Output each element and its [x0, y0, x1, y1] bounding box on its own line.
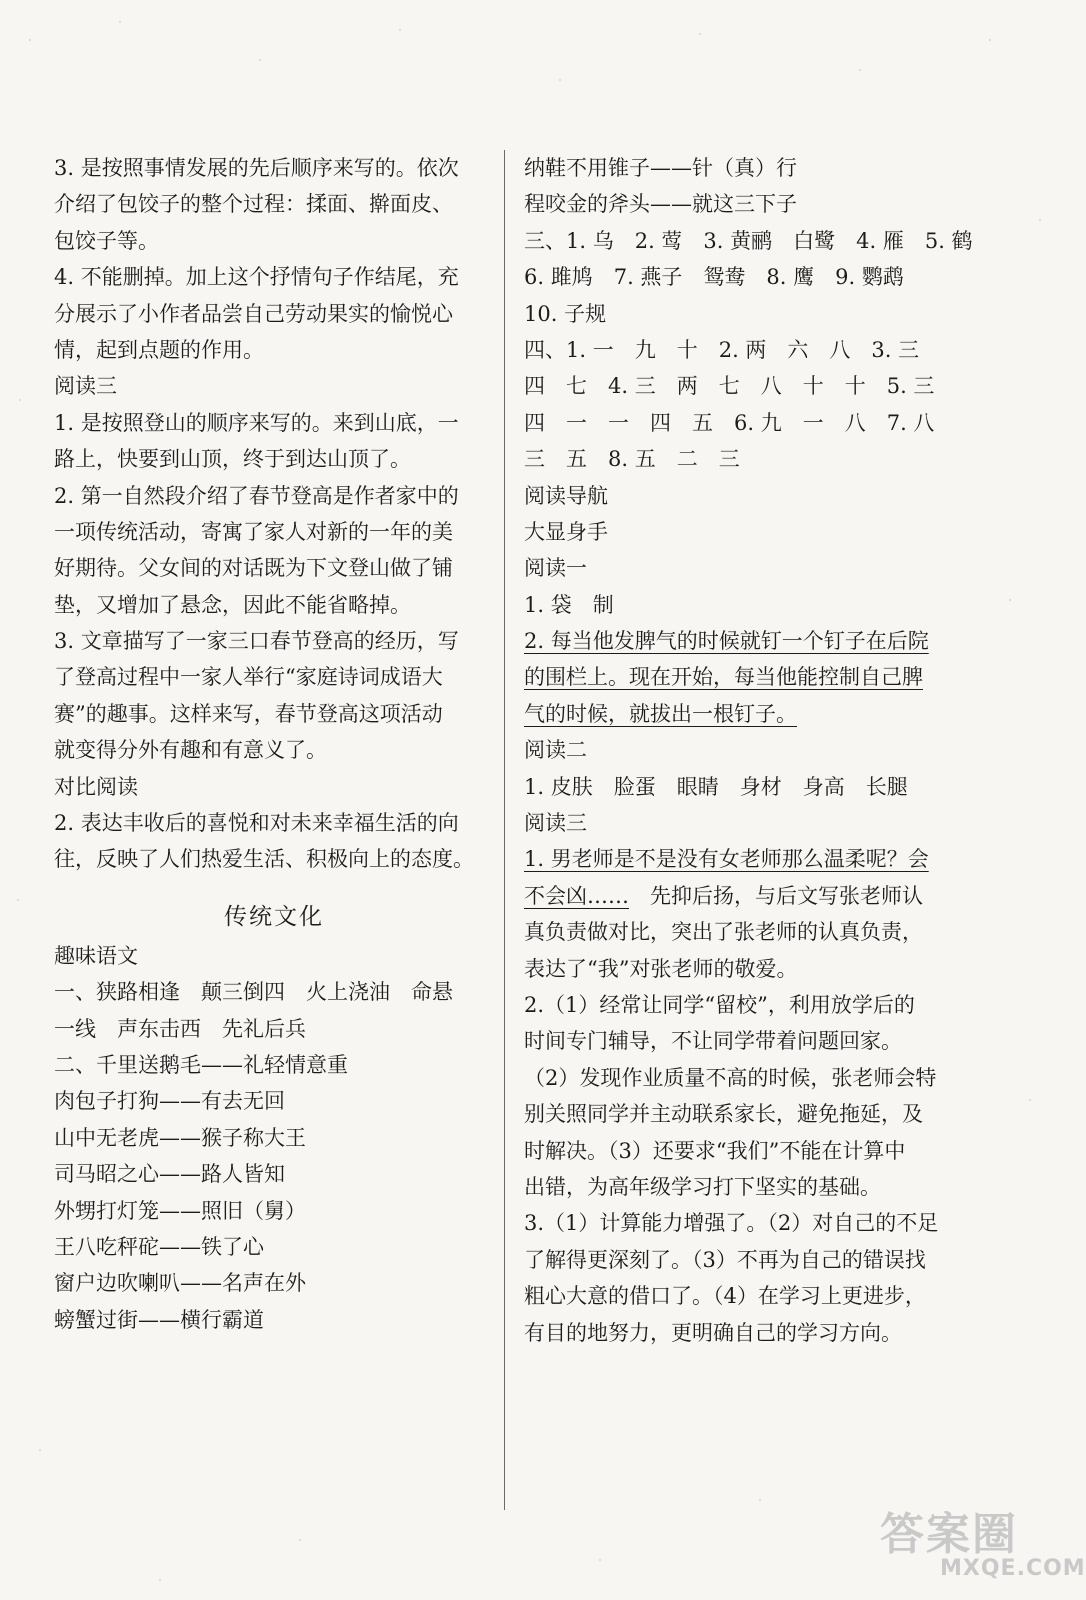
text-line: 有目的地努力，更明确自己的学习方向。: [524, 1320, 902, 1345]
right-column: [524, 150, 973, 1351]
text-line: 1. 是按照登山的顺序来写的。来到山底，一: [54, 410, 459, 435]
text-line: [524, 878, 969, 914]
text-line: 3.（1）计算能力增强了。（2）对自己的不足: [524, 1211, 939, 1236]
text-line: 司马昭之心——路人皆知: [54, 1162, 285, 1187]
text-line: 2. 表达丰收后的喜悦和对未来幸福生活的向: [54, 811, 459, 836]
text-line: 一线 声东击西 先礼后兵: [54, 1016, 306, 1041]
subheading: 阅读三: [54, 374, 117, 399]
text-line: 3. 文章描写了一家三口春节登高的经历，写: [54, 629, 459, 654]
underlined-text: 气的时候，就拔出一根钉子。: [524, 701, 797, 726]
text-line: 时解决。（3）还要求“我们”不能在计算中: [524, 1138, 906, 1163]
text-line: 外甥打灯笼——照旧（舅）: [54, 1198, 306, 1223]
text-line: 别关照同学并主动联系家长，避免拖延，及: [524, 1102, 923, 1127]
subheading: 阅读一: [524, 556, 587, 581]
text-line: 肉包子打狗——有去无回: [54, 1089, 285, 1114]
text-line: 路上，快要到山顶，终于到达山顶了。: [54, 447, 411, 472]
subheading: 趣味语文: [54, 943, 138, 968]
text-line: 时间专门辅导，不让同学带着问题回家。: [524, 1029, 902, 1054]
text-line: 1. 皮肤 脸蛋 眼睛 身材 身高 长腿: [524, 774, 908, 799]
text-line: 真负责做对比，突出了张老师的认真负责，: [524, 920, 923, 945]
subheading: 阅读二: [524, 738, 587, 763]
text-line: 6. 雎鸠 7. 燕子 鸳鸯 8. 鹰 9. 鹦鹉: [524, 265, 904, 290]
text-line: 二、千里送鹅毛——礼轻情意重: [54, 1052, 348, 1077]
text-line: （2）发现作业质量不高的时候，张老师会特: [524, 1065, 937, 1090]
underlined-line: 的围栏上。现在开始，每当他能控制自己脾: [524, 665, 923, 690]
underlined-text: 不会凶……: [524, 883, 629, 908]
text-line: 了解得更深刻了。（3）不再为自己的错误找: [524, 1247, 926, 1272]
watermark-top: 答案圈: [880, 1509, 1018, 1560]
text-line: 三、1. 乌 2. 莺 3. 黄鹂 白鹭 4. 雁 5. 鹤: [524, 228, 973, 253]
text-line: 1. 袋 制: [524, 592, 614, 617]
text-line: 三 五 8. 五 二 三: [524, 447, 740, 472]
text-line: 四 一 一 四 五 6. 九 一 八 7. 八: [524, 410, 935, 435]
column-divider: [504, 150, 505, 1510]
text-line: 窗户边吹喇叭——名声在外: [54, 1271, 306, 1296]
text-line: 2.（1）经常让同学“留校”，利用放学后的: [524, 992, 915, 1017]
text-line: 好期待。父女间的对话既为下文登山做了铺: [54, 556, 453, 581]
text-line: 包饺子等。: [54, 228, 159, 253]
text-line: 粗心大意的借口了。（4）在学习上更进步，: [524, 1284, 926, 1309]
text-line: 往，反映了人们热爱生活、积极向上的态度。: [54, 847, 474, 872]
text-line: 3. 是按照事情发展的先后顺序来写的。依次: [54, 156, 459, 180]
text-line: [524, 696, 969, 732]
text-line: 分展示了小作者品尝自己劳动果实的愉悦心: [54, 301, 453, 326]
text-line: 四 七 4. 三 两 七 八 十 十 5. 三: [524, 374, 935, 399]
section-title: 传统文化: [224, 903, 324, 930]
text-line: 纳鞋不用锥子——针（真）行: [524, 156, 797, 180]
text-line: 赛”的趣事。这样来写，春节登高这项活动: [54, 701, 443, 726]
watermark-logo: [880, 1498, 1086, 1588]
subheading: 大显身手: [524, 519, 608, 544]
watermark-bottom: MXQE.COM: [940, 1556, 1086, 1581]
text-line: 2. 第一自然段介绍了春节登高是作者家中的: [54, 483, 459, 508]
subheading: 阅读三: [524, 811, 587, 836]
text-line: 螃蟹过街——横行霸道: [54, 1307, 264, 1332]
underlined-line: 2. 每当他发脾气的时候就钉一个钉子在后院: [524, 629, 929, 654]
text-line: 介绍了包饺子的整个过程：揉面、擀面皮、: [54, 192, 453, 217]
text-line: 就变得分外有趣和有意义了。: [54, 738, 327, 763]
text-line: 出错，为高年级学习打下坚实的基础。: [524, 1174, 881, 1199]
text-line: 王八吃秤砣——铁了心: [54, 1234, 264, 1259]
text-line: 了登高过程中一家人举行“家庭诗词成语大: [54, 665, 443, 690]
text-line: 表达了“我”对张老师的敬爱。: [524, 956, 798, 981]
text-line: 10. 子规: [524, 301, 607, 326]
text-line: 一、狭路相逢 颠三倒四 火上浇油 命悬: [54, 980, 453, 1005]
underlined-line: 1. 男老师是不是没有女老师那么温柔呢？会: [524, 847, 929, 872]
text-span: 先抑后扬，与后文写张老师认: [629, 883, 923, 908]
text-line: 山中无老虎——猴子称大王: [54, 1125, 306, 1150]
left-column: [54, 150, 494, 1338]
text-line: 程咬金的斧头——就这三下子: [524, 192, 797, 217]
text-line: 4. 不能删掉。加上这个抒情句子作结尾，充: [54, 265, 459, 290]
subheading: 阅读导航: [524, 483, 608, 508]
text-line: 垫，又增加了悬念，因此不能省略掉。: [54, 592, 411, 617]
text-line: 四、1. 一 九 十 2. 两 六 八 3. 三: [524, 337, 920, 362]
text-line: 一项传统活动，寄寓了家人对新的一年的美: [54, 519, 453, 544]
subheading: 对比阅读: [54, 774, 138, 799]
text-line: 情，起到点题的作用。: [54, 337, 264, 362]
